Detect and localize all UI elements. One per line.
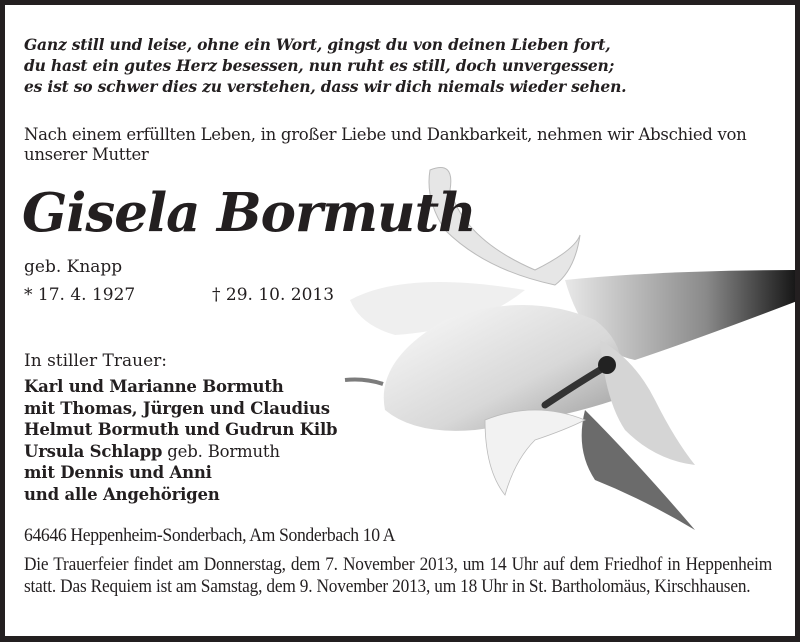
- birth-date: * 17. 4. 1927: [24, 285, 136, 305]
- funeral-info: Die Trauerfeier findet am Donnerstag, dem 7. November 2013, um 14 Uhr auf dem Friedhof in Heppenheim statt. Das Requiem ist am Samstag, dem 9. November 2013, um 18 Uhr in St. Bartholomäus, Kirschhausen.: [24, 554, 773, 597]
- death-date: † 29. 10. 2013: [212, 285, 335, 305]
- mourners-heading: In stiller Trauer:: [24, 351, 167, 371]
- poem: [24, 34, 626, 97]
- intro-text: Nach einem erfüllten Leben, in großer Liebe und Dankbarkeit, nehmen wir Abschied von unserer Mutter: [24, 125, 747, 164]
- deceased-name: Gisela Bormuth: [22, 182, 476, 244]
- poem-line: es ist so schwer dies zu verstehen, dass wir dich niemals wieder sehen.: [24, 77, 627, 96]
- maiden-name: geb. Knapp: [24, 257, 123, 277]
- mourner-line: und alle Angehörigen: [24, 484, 220, 504]
- mourner-line: Helmut Bormuth und Gudrun Kilb: [24, 420, 338, 439]
- mourner-line: Ursula Schlapp geb. Bormuth: [24, 441, 280, 461]
- mourner-line: mit Dennis und Anni: [24, 463, 212, 482]
- poem-line: Ganz still und leise, ohne ein Wort, gingst du von deinen Lieben fort,: [24, 35, 611, 54]
- life-dates: [24, 284, 335, 306]
- mourner-line: Karl und Marianne Bormuth: [24, 377, 284, 396]
- mourners-list: [24, 376, 337, 505]
- obituary-card: [5, 5, 795, 636]
- mourner-line: mit Thomas, Jürgen und Claudius: [24, 398, 330, 418]
- address: 64646 Heppenheim-Sonderbach, Am Sonderbach 10 A: [24, 525, 396, 546]
- poem-line: du hast ein gutes Herz besessen, nun ruht es still, doch unvergessen;: [24, 56, 615, 75]
